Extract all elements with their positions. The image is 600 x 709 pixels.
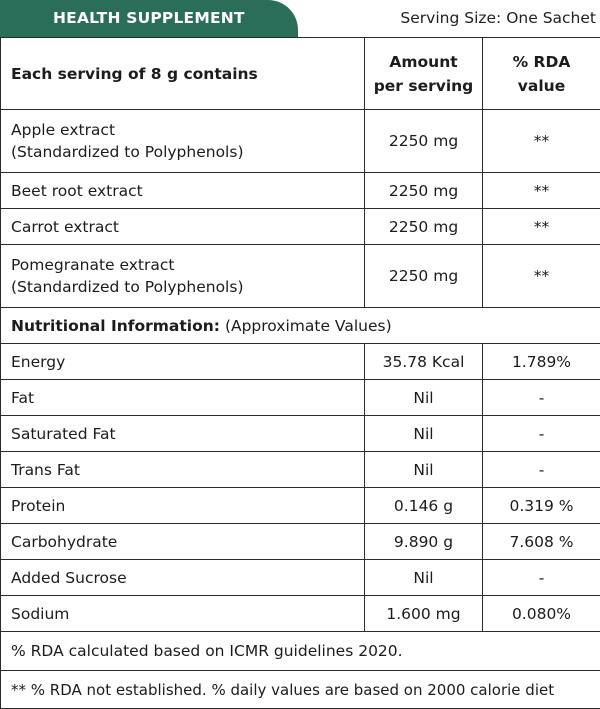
table-row	[1, 524, 600, 560]
nutrient-name: Saturated Fat	[1, 416, 365, 452]
footnote-rda-not-established: ** % RDA not established. % daily values are based on 2000 calorie diet	[1, 671, 600, 709]
table-row	[1, 452, 600, 488]
extract-name: Carrot extract	[1, 209, 365, 245]
footnote-row	[1, 632, 600, 671]
nutrient-amount: Nil	[365, 560, 483, 596]
extract-amount: 2250 mg	[365, 173, 483, 209]
nutrient-rda: 0.080%	[483, 596, 600, 632]
extract-name-line2: (Standardized to Polyphenols)	[11, 141, 364, 163]
extract-name: Beet root extract	[1, 173, 365, 209]
nutrient-name: Carbohydrate	[1, 524, 365, 560]
extract-name	[1, 245, 365, 308]
table-row	[1, 596, 600, 632]
extract-amount: 2250 mg	[365, 110, 483, 173]
nutrient-name: Energy	[1, 344, 365, 380]
table-row	[1, 416, 600, 452]
footnote-row	[1, 671, 600, 709]
nutrition-heading	[1, 308, 600, 344]
nutrient-rda: 7.608 %	[483, 524, 600, 560]
table-row	[1, 560, 600, 596]
nutrient-amount: Nil	[365, 452, 483, 488]
nutrient-amount: 9.890 g	[365, 524, 483, 560]
table-header-row	[1, 38, 600, 110]
nutrition-heading-rest: (Approximate Values)	[220, 317, 392, 335]
table-row	[1, 344, 600, 380]
nutrient-rda: -	[483, 380, 600, 416]
extract-name-line1: Pomegranate extract	[11, 254, 364, 276]
table-row	[1, 173, 600, 209]
nutrient-amount: 1.600 mg	[365, 596, 483, 632]
nutrient-name: Fat	[1, 380, 365, 416]
extract-name-line2: (Standardized to Polyphenols)	[11, 276, 364, 298]
nutrition-heading-bold: Nutritional Information:	[11, 317, 220, 335]
header-rda-line1: % RDA	[483, 50, 600, 74]
footnote-rda: % RDA calculated based on ICMR guidelines 2020.	[1, 632, 600, 671]
table-row	[1, 380, 600, 416]
nutrition-heading-row	[1, 308, 600, 344]
header-amount-line1: Amount	[365, 50, 482, 74]
extract-rda: **	[483, 173, 600, 209]
nutrition-table	[0, 37, 600, 709]
extract-name	[1, 110, 365, 173]
table-row	[1, 488, 600, 524]
nutrient-name: Added Sucrose	[1, 560, 365, 596]
supplement-tab	[0, 0, 298, 38]
table-row	[1, 110, 600, 173]
extract-rda: **	[483, 245, 600, 308]
extract-rda: **	[483, 209, 600, 245]
serving-size: Serving Size: One Sachet	[400, 9, 596, 27]
tab-label: HEALTH SUPPLEMENT	[53, 9, 245, 27]
header-rda	[483, 38, 600, 110]
nutrient-name: Trans Fat	[1, 452, 365, 488]
nutrient-rda: 1.789%	[483, 344, 600, 380]
table-row	[1, 245, 600, 308]
header-amount	[365, 38, 483, 110]
nutrient-amount: 35.78 Kcal	[365, 344, 483, 380]
nutrient-rda: -	[483, 452, 600, 488]
extract-rda: **	[483, 110, 600, 173]
nutrient-rda: 0.319 %	[483, 488, 600, 524]
nutrient-amount: Nil	[365, 380, 483, 416]
extract-name-line1: Apple extract	[11, 119, 364, 141]
header-rda-line2: value	[483, 74, 600, 98]
nutrient-name: Protein	[1, 488, 365, 524]
header-contents: Each serving of 8 g contains	[1, 38, 365, 110]
header-amount-line2: per serving	[365, 74, 482, 98]
extract-amount: 2250 mg	[365, 209, 483, 245]
nutrient-rda: -	[483, 416, 600, 452]
nutrient-rda: -	[483, 560, 600, 596]
table-row	[1, 209, 600, 245]
nutrient-name: Sodium	[1, 596, 365, 632]
nutrient-amount: 0.146 g	[365, 488, 483, 524]
extract-amount: 2250 mg	[365, 245, 483, 308]
nutrient-amount: Nil	[365, 416, 483, 452]
